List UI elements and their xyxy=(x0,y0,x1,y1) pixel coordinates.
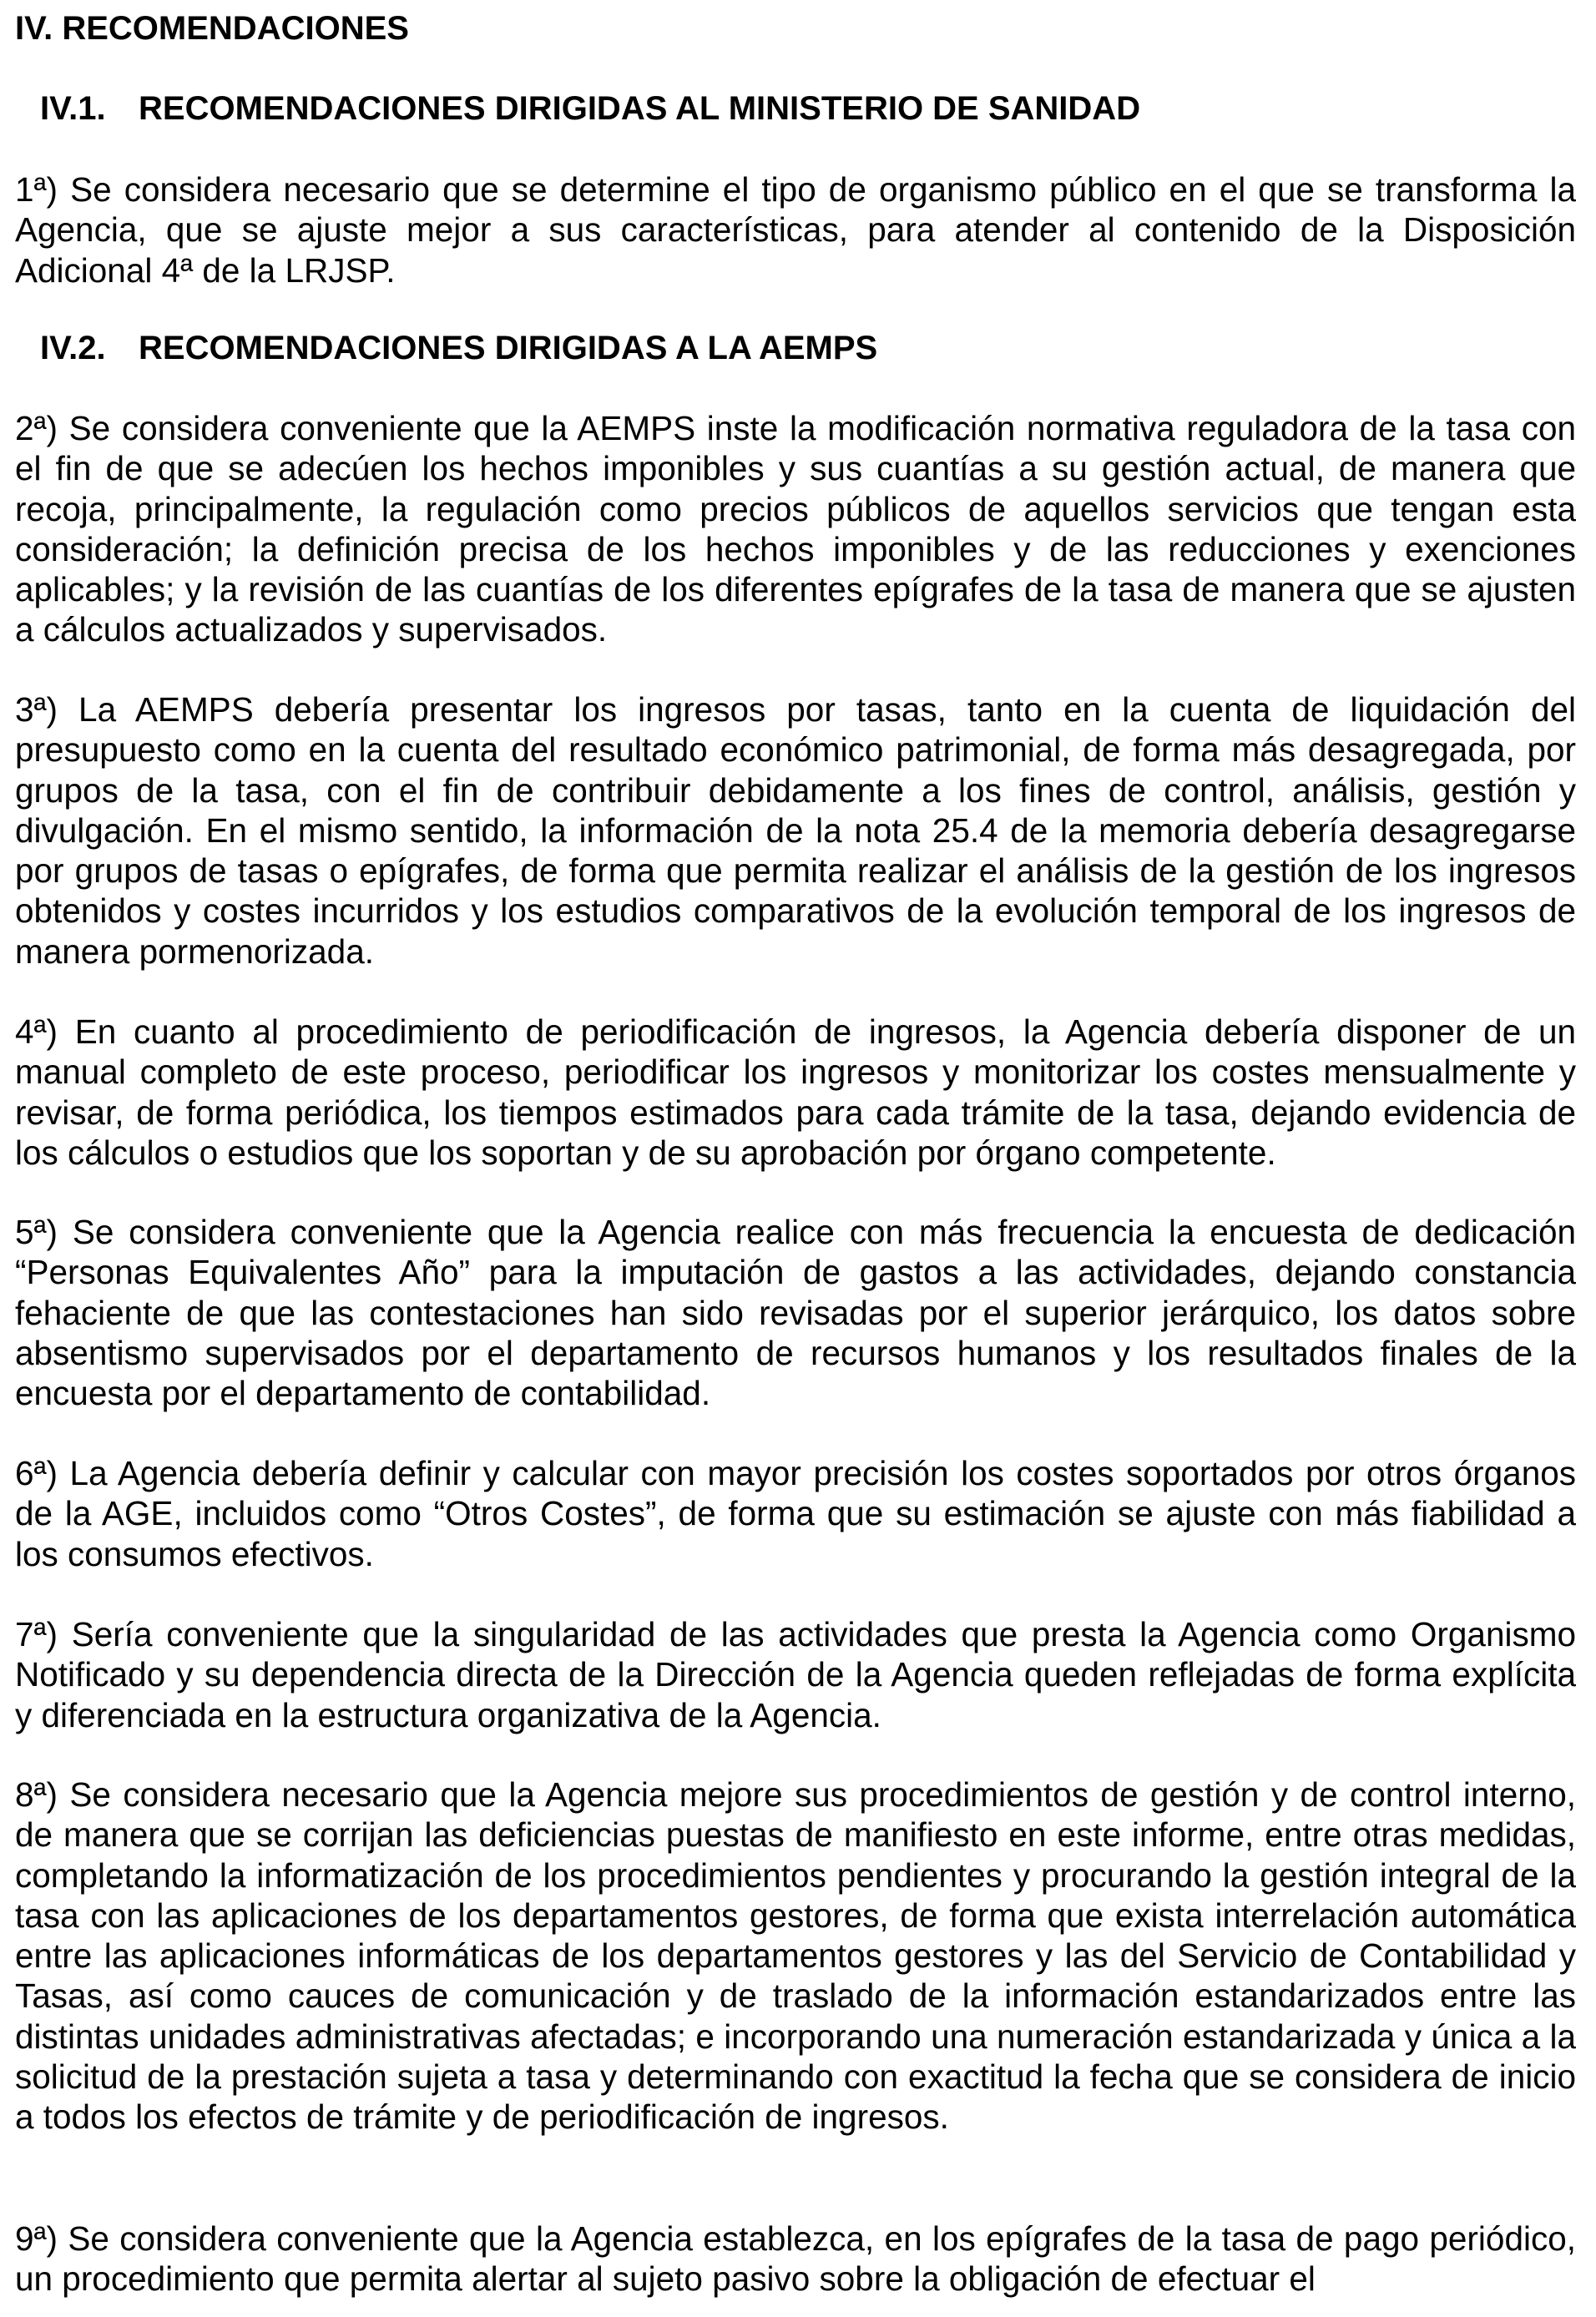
recommendation-1: 1ª) Se considera necesario que se determine el tipo de organismo público en el que se transforma la Agencia, que se ajuste mejor a sus características, para atender al contenido de la Disposición Adicional 4ª de la LRJSP. xyxy=(15,170,1576,290)
subsection-number: IV.2. xyxy=(40,330,106,366)
recommendation-7: 7ª) Sería conveniente que la singularidad de las actividades que presta la Agencia como Organismo Notificado y su dependencia directa de la Dirección de la Agencia queden reflejadas de forma explícita y diferenciada en la estructura organizativa de la Agencia. xyxy=(15,1615,1576,1734)
subsection-title: RECOMENDACIONES DIRIGIDAS AL MINISTERIO DE SANIDAD xyxy=(139,90,1141,127)
recommendation-4: 4ª) En cuanto al procedimiento de periodificación de ingresos, la Agencia debería disponer de un manual completo de este proceso, periodificar los ingresos y monitorizar los costes mensualmente y revisar, de forma periódica, los tiempos estimados para cada trámite de la tasa, dejando evidencia de los cálculos o estudios que los soportan y de su aprobación por órgano competente. xyxy=(15,1012,1576,1172)
subsection-number: IV.1. xyxy=(40,90,106,127)
subsection-heading-aemps xyxy=(40,328,877,368)
subsection-heading-ministerio xyxy=(40,88,1140,129)
recommendation-9: 9ª) Se considera conveniente que la Agencia establezca, en los epígrafes de la tasa de pago periódico, un procedimiento que permita alertar al sujeto pasivo sobre la obligación de efectuar el xyxy=(15,2219,1576,2299)
recommendation-2: 2ª) Se considera conveniente que la AEMPS inste la modificación normativa reguladora de la tasa con el fin de que se adecúen los hechos imponibles y sus cuantías a su gestión actual, de manera que recoja, principalmente, la regulación como precios públicos de aquellos servicios que tengan esta consideración; la definición precisa de los hechos imponibles y de las reducciones y exenciones aplicables; y la revisión de las cuantías de los diferentes epígrafes de la tasa de manera que se ajusten a cálculos actualizados y supervisados. xyxy=(15,409,1576,649)
recommendation-3: 3ª) La AEMPS debería presentar los ingresos por tasas, tanto en la cuenta de liquidación del presupuesto como en la cuenta del resultado económico patrimonial, de forma más desagregada, por grupos de la tasa, con el fin de contribuir debidamente a los fines de control, análisis, gestión y divulgación. En el mismo sentido, la información de la nota 25.4 de la memoria debería desagregarse por grupos de tasas o epígrafes, de forma que permita realizar el análisis de la gestión de los ingresos obtenidos y costes incurridos y los estudios comparativos de la evolución temporal de los ingresos de manera pormenorizada. xyxy=(15,690,1576,971)
section-heading: IV. RECOMENDACIONES xyxy=(15,10,409,47)
recommendation-5: 5ª) Se considera conveniente que la Agencia realice con más frecuencia la encuesta de dedicación “Personas Equivalentes Año” para la imputación de gastos a las actividades, dejando constancia fehaciente de que las contestaciones han sido revisadas por el superior jerárquico, los datos sobre absentismo supervisados por el departamento de recursos humanos y los resultados finales de la encuesta por el departamento de contabilidad. xyxy=(15,1213,1576,1413)
recommendation-8: 8ª) Se considera necesario que la Agencia mejore sus procedimientos de gestión y de control interno, de manera que se corrijan las deficiencias puestas de manifiesto en este informe, entre otras medidas, completando la informatización de los procedimientos pendientes y procurando la gestión integral de la tasa con las aplicaciones de los departamentos gestores, de forma que exista interrelación automática entre las aplicaciones informáticas de los departamentos gestores y las del Servicio de Contabilidad y Tasas, así como cauces de comunicación y de traslado de la información estandarizados entre las distintas unidades administrativas afectadas; e incorporando una numeración estandarizada y única a la solicitud de la prestación sujeta a tasa y determinando con exactitud la fecha que se considera de inicio a todos los efectos de trámite y de periodificación de ingresos. xyxy=(15,1775,1576,2137)
subsection-title: RECOMENDACIONES DIRIGIDAS A LA AEMPS xyxy=(139,330,878,366)
recommendation-6: 6ª) La Agencia debería definir y calcular con mayor precisión los costes soportados por otros órganos de la AGE, incluidos como “Otros Costes”, de forma que su estimación se ajuste con más fiabilidad a los consumos efectivos. xyxy=(15,1454,1576,1573)
